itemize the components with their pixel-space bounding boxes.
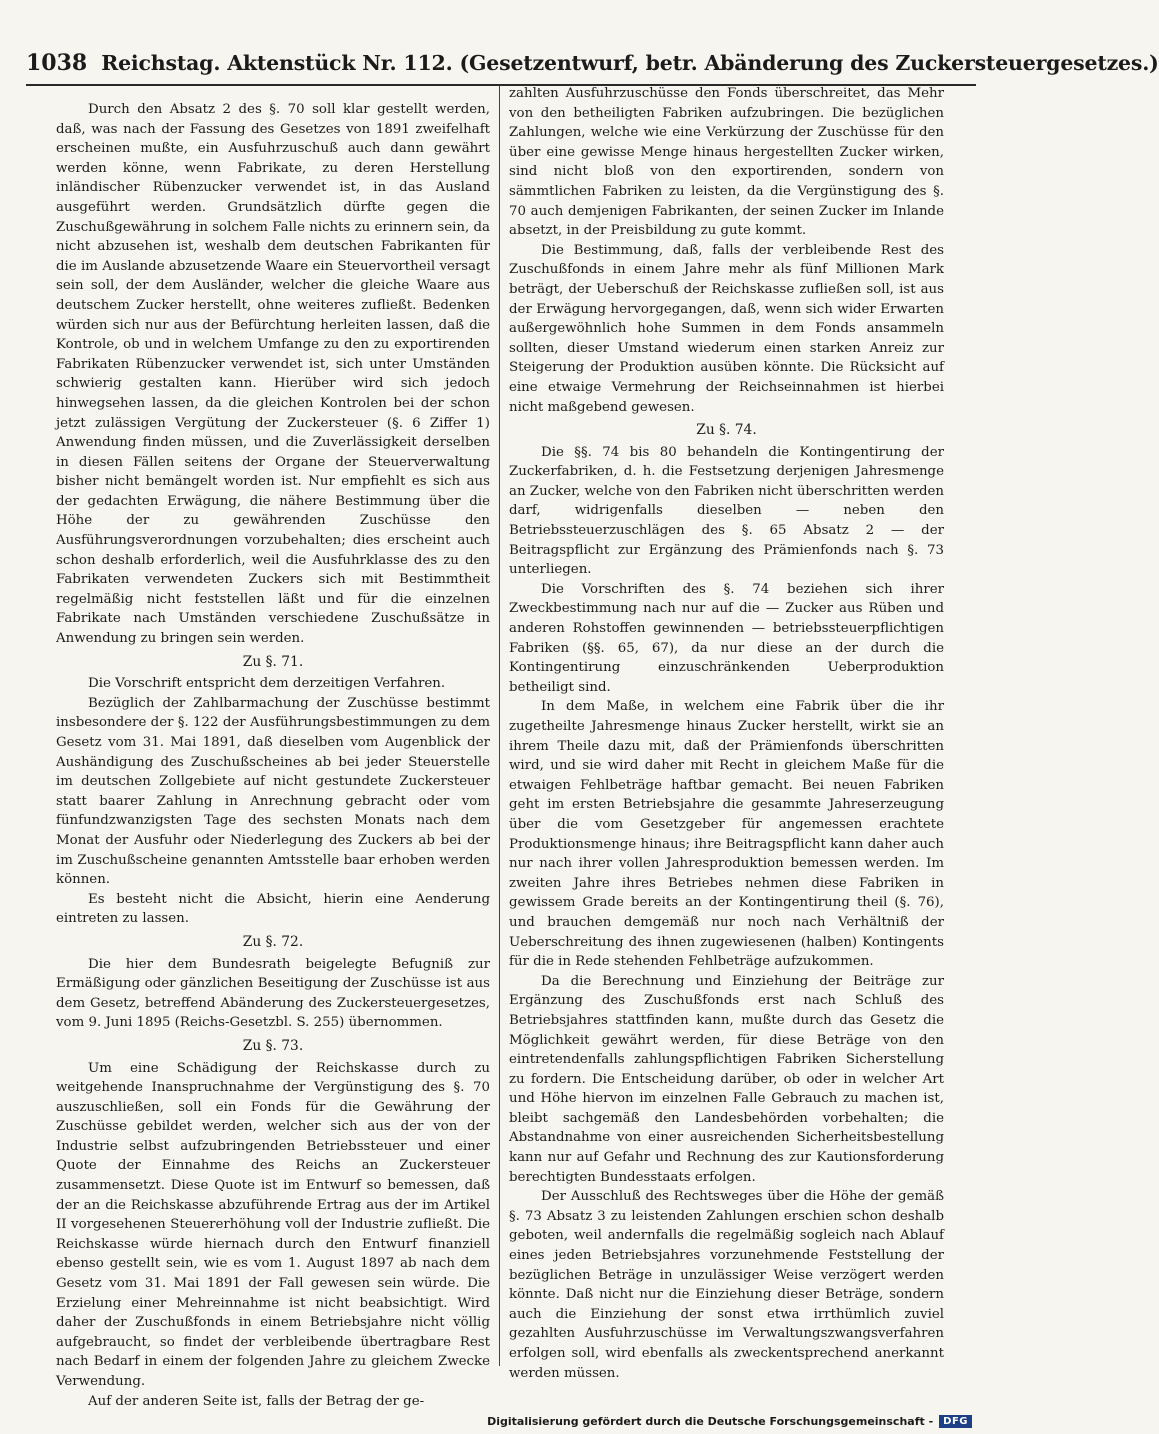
page-header bbox=[26, 50, 1159, 80]
paragraph: Da die Berechnung und Einziehung der Beiträge zur Ergänzung des Zuschußfonds erst nach Schluß des Betriebsjahres stattfinden kann, mußte durch das Gesetz die Möglichkeit gewährt werden, für diese Beträge von den eintretendenfalls zahlungspflichtigen Fabriken Sicherstellung zu fordern. Die Entscheidung darüber, ob oder in welcher Art und Höhe hiervon im einzelnen Falle Gebrauch zu machen ist, bleibt sachgemäß den Landesbehörden vorbehalten; die Abstandnahme von einer ausreichenden Sicherheitsbestellung kann nur auf Gefahr und Rechnung des zur Kautionsforderung berechtigten Bundesstaats erfolgen. bbox=[509, 973, 944, 1185]
column-divider bbox=[499, 86, 500, 1366]
paragraph: Es besteht nicht die Absicht, hierin eine Aenderung eintreten zu lassen. bbox=[56, 891, 490, 927]
paragraph-continued: zahlten Ausfuhrzuschüsse den Fonds überschreitet, das Mehr von den betheiligten Fabriken aufzubringen. Die bezüglichen Zahlungen, welche wie eine Verkürzung der Zuschüsse für den über eine gewisse Menge hinaus hergestellten Zucker wirken, sind nicht bloß von den exportirenden, sondern von sämmtlichen Fabriken zu leisten, da die Vergünstigung des §. 70 auch demjenigen Fabrikanten, der seinen Zucker im Inlande absetzt, in der Preisbildung zu gute kommt. bbox=[509, 86, 944, 239]
paragraph: Die hier dem Bundesrath beigelegte Befugniß zur Ermäßigung oder gänzlichen Beseitigung der Zuschüsse ist aus dem Gesetz, betreffend Abänderung des Zuckersteuergesetzes, vom 9. Juni 1895 (Reichs-Gesetzbl. S. 255) übernommen. bbox=[56, 956, 490, 1031]
left-column bbox=[56, 100, 490, 1411]
paragraph: Der Ausschluß des Rechtsweges über die Höhe der gemäß §. 73 Absatz 3 zu leistenden Zahlungen erschien schon deshalb geboten, weil andernfalls die regelmäßig sogleich nach Ablauf eines jeden Betriebsjahres vorzunehmende Feststellung der bezüglichen Beträge in unzulässiger Weise verzögert werden könnte. Daß nicht nur die Einziehung dieser Beträge, sondern auch die Einziehung der sonst etwa irrthümlich zuviel gezahlten Ausfuhrzuschüsse im Verwaltungszwangsverfahren erfolgen soll, wird ebenfalls als zweckentsprechend anerkannt werden müssen. bbox=[509, 1189, 944, 1381]
page-running-title: Reichstag. Aktenstück Nr. 112. (Gesetzentwurf, betr. Abänderung des Zuckersteuergesetzes.) bbox=[101, 51, 1159, 75]
section-heading: Zu §. 74. bbox=[696, 422, 757, 439]
paragraph: Durch den Absatz 2 des §. 70 soll klar gestellt werden, daß, was nach der Fassung des Gesetzes von 1891 zweifelhaft erscheinen mußte, ein Ausfuhrzuschuß auch dann gewährt werden könne, wenn Fabrikate, zu deren Herstellung inländischer Rübenzucker verwendet ist, in das Ausland ausgeführt werden. Grundsätzlich dürfte gegen die Zuschußgewährung in solchem Falle nichts zu erinnern sein, da nicht abzusehen ist, weshalb dem deutschen Fabrikanten für die im Auslande abzusetzende Waare ein Steuervortheil versagt sein soll, der dem Ausländer, welcher die gleiche Waare aus deutschem Zucker herstellt, ohne weiteres zufließt. Bedenken würden sich nur aus der Befürchtung herleiten lassen, daß die Kontrole, ob und in welchem Umfange zu den zu exportirenden Fabrikaten Rübenzucker verwendet ist, sich unter Umständen schwierig gestalten kann. Hierüber wird sich jedoch hinwegsehen lassen, da die gleichen Kontrolen bei der schon jetzt zulässigen Vergütung der Zuckersteuer (§. 6 Ziffer 1) Anwendung finden müssen, und die Zuverlässigkeit derselben in diesen Fällen seitens der Organe der Steuerverwaltung bisher nicht bemängelt worden ist. Nur empfiehlt es sich aus der gedachten Erwägung, die nähere Bestimmung über die Höhe der zu gewährenden Zuschüsse den Ausführungsverordnungen vorzubehalten; dies erscheint auch schon deshalb erforderlich, weil die Ausfuhrklasse des zu den Fabrikaten verwendeten Zuckers sich mit Bestimmtheit regelmäßig nicht feststellen läßt und für die einzelnen Fabrikate nach Umständen verschiedene Zuschußsätze in Anwendung zu bringen sein werden. bbox=[56, 102, 490, 647]
paragraph: Auf der anderen Seite ist, falls der Betrag der ge- bbox=[88, 1393, 425, 1409]
paragraph: Bezüglich der Zahlbarmachung der Zuschüsse bestimmt insbesondere der §. 122 der Ausführungsbestimmungen zu dem Gesetz vom 31. Mai 1891, daß dieselben vom Augenblick der Aushändigung des Zuschußscheines ab bei jeder Steuerstelle im deutschen Zollgebiete auf nicht gestundete Zuckersteuer statt baarer Zahlung in Anrechnung gebracht oder vom fünfundzwanzigsten Tage des sechsten Monats nach dem Monat der Ausfuhr oder Niederlegung des Zuckers ab bei der im Zuschußscheine genannten Amtsstelle baar erhoben werden können. bbox=[56, 695, 490, 888]
digitization-credit bbox=[487, 1412, 972, 1430]
paragraph: Die Bestimmung, daß, falls der verbleibende Rest des Zuschußfonds in einem Jahre mehr als fünf Millionen Mark beträgt, der Ueberschuß der Reichskasse zufließen soll, ist aus der Erwägung hervorgegangen, daß, wenn sich wider Erwarten außergewöhnlich hohe Summen in dem Fonds ansammeln sollten, dieser Umstand wiederum einen starken Anreiz zur Steigerung der Produktion ausüben könnte. Die Rücksicht auf eine etwaige Vermehrung der Reichseinnahmen ist hierbei nicht maßgebend gewesen. bbox=[509, 242, 944, 415]
paragraph: Die Vorschrift entspricht dem derzeitigen Verfahren. bbox=[88, 676, 446, 692]
credit-text: Digitalisierung gefördert durch die Deutsche Forschungsgemeinschaft - bbox=[487, 1414, 934, 1428]
paragraph: Die §§. 74 bis 80 behandeln die Kontingentirung der Zuckerfabriken, d. h. die Festsetzung derjenigen Jahresmenge an Zucker, welche von den Fabriken nicht überschritten werden darf, widrigenfalls dieselben — neben den Betriebssteuerzuschlägen des §. 65 Absatz 2 — der Beitragspflicht zur Ergänzung des Prämienfonds nach §. 73 unterliegen. bbox=[509, 444, 944, 578]
dfg-logo-icon: DFG bbox=[939, 1415, 972, 1428]
paragraph: Die Vorschriften des §. 74 beziehen sich ihrer Zweckbestimmung nach nur auf die — Zucker aus Rüben und anderen Rohstoffen gewinnenden — betriebssteuerpflichtigen Fabriken (§§. 65, 67), da nur diese an der durch die Kontingentirung einzuschränkenden Ueberproduktion betheiligt sind. bbox=[509, 581, 944, 695]
page-number: 1038 bbox=[26, 50, 88, 76]
paragraph: In dem Maße, in welchem eine Fabrik über die ihr zugetheilte Jahresmenge hinaus Zucker herstellt, wirkt sie an ihrem Theile dazu mit, daß der Prämienfonds überschritten wird, und sie wird daher mit Recht in gleichem Maße für die etwaigen Fehlbeträge haftbar gemacht. Bei neuen Fabriken geht im ersten Betriebsjahre die gesammte Jahreserzeugung über die vom Gesetzgeber für angemessen erachtete Produktionsmenge hinaus; ihre Beitragspflicht kann daher auch nur nach ihrer vollen Jahresproduktion bemessen werden. Im zweiten Jahre ihres Betriebes nehmen diese Fabriken in gewissem Grade bereits an der Kontingentirung theil (§. 76), und brauchen demgemäß nur noch nach Verhältniß der Ueberschreitung des ihnen zugewiesenen (halben) Kontingents für die in Rede stehenden Fehlbeträge aufzukommen. bbox=[509, 699, 944, 970]
section-heading: Zu §. 71. bbox=[242, 653, 304, 670]
right-column bbox=[509, 84, 944, 1383]
section-heading: Zu §. 72. bbox=[242, 933, 304, 950]
section-heading: Zu §. 73. bbox=[242, 1037, 304, 1054]
paragraph: Um eine Schädigung der Reichskasse durch zu weitgehende Inanspruchnahme der Vergünstigung des §. 70 auszuschließen, soll ein Fonds für die Gewährung der Zuschüsse gebildet werden, welcher sich aus der von der Industrie selbst aufzubringenden Betriebssteuer und einer Quote der Einnahme des Reichs an Zuckersteuer zusammensetzt. Diese Quote ist im Entwurf so bemessen, daß der an die Reichskasse abzuführende Ertrag aus der im Artikel II vorgesehenen Steuererhöhung voll der Industrie zufließt. Die Reichskasse würde hiernach durch den Entwurf finanziell ebenso gestellt sein, wie es vom 1. August 1897 ab nach dem Gesetz vom 31. Mai 1891 der Fall gewesen sein würde. Die Erzielung einer Mehreinnahme ist nicht beabsichtigt. Wird daher der Zuschußfonds in einem Betriebsjahre nicht völlig aufgebraucht, so findet der verbleibende übertragbare Rest nach Bedarf in einem der folgenden Jahre zu gleichem Zwecke Verwendung. bbox=[56, 1060, 490, 1389]
